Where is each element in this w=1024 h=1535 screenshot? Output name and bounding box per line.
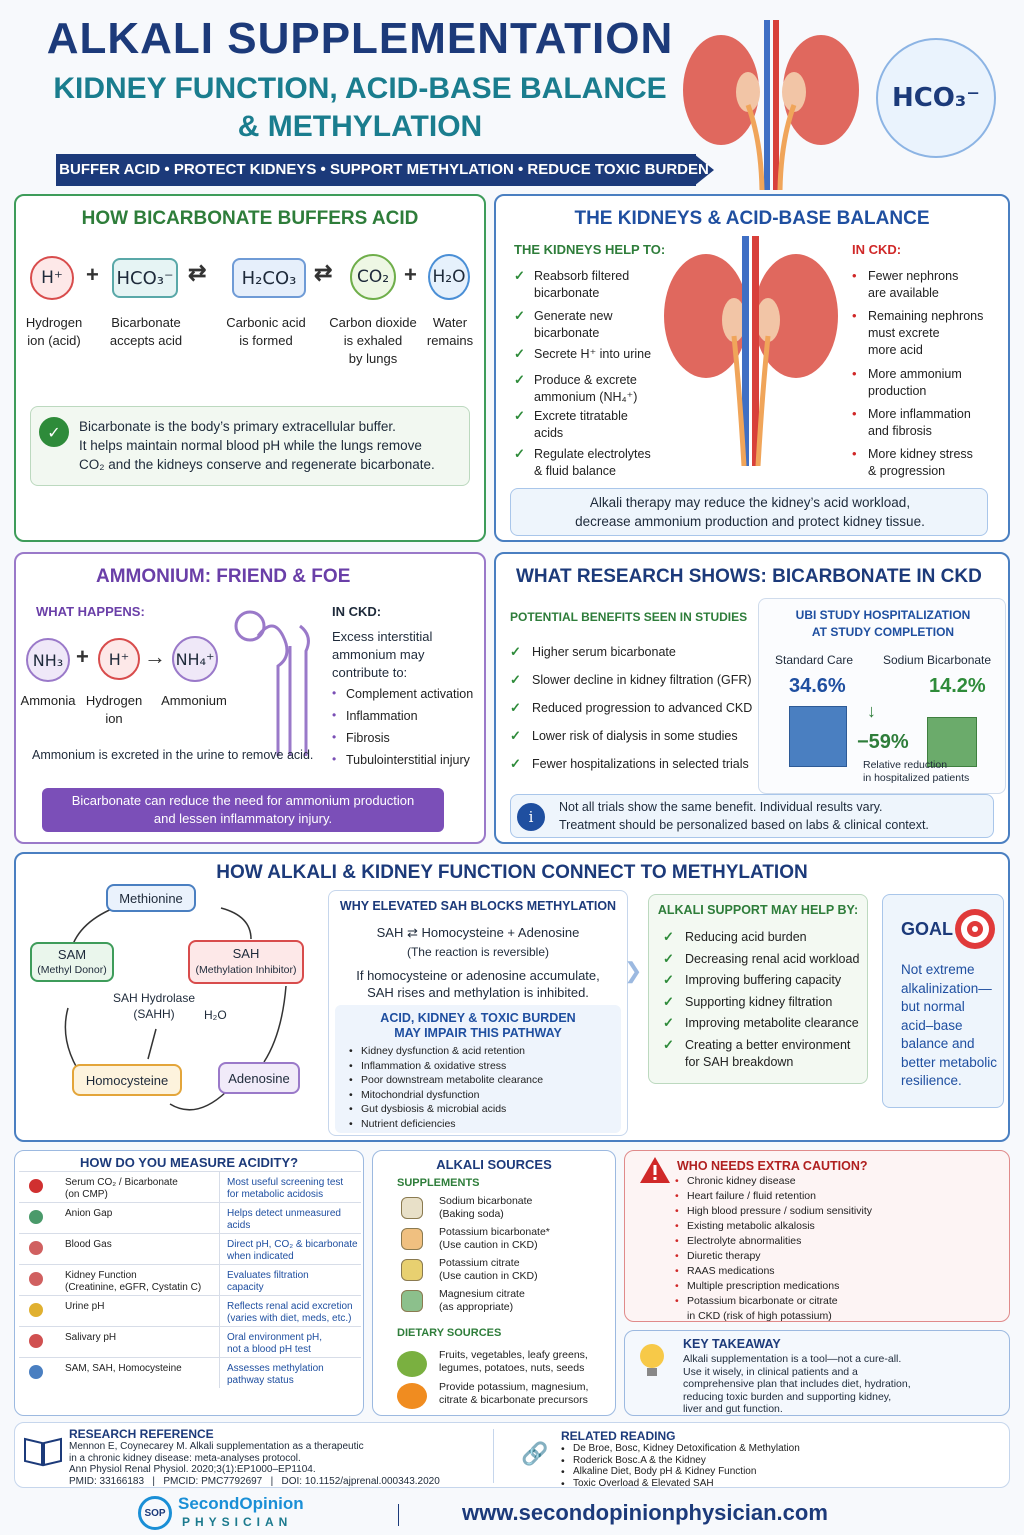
bullet-icon: •	[675, 1190, 679, 1202]
caution-item: Potassium bicarbonate or citrate	[687, 1295, 838, 1307]
chem-h-plus: H⁺	[98, 638, 140, 680]
logo-top: SecondOpinion	[178, 1494, 304, 1513]
buffer-note-line: It helps maintain normal blood pH while the lungs remove	[79, 438, 422, 453]
equilibrium-icon: ⇄	[188, 260, 207, 285]
kidneys-ckd-title: IN CKD:	[852, 242, 902, 257]
divider	[493, 1429, 494, 1483]
kidneys-icon	[676, 10, 866, 190]
kidneys-ckd-item: More kidney stress & progression	[868, 447, 973, 478]
ammonium-ckd-item: Fibrosis	[346, 731, 390, 745]
methylation-title: HOW ALKALI & KIDNEY FUNCTION CONNECT TO METHYLATION	[216, 862, 808, 883]
chem-nh4: NH₄⁺	[172, 636, 218, 682]
takeaway-panel	[624, 1330, 1010, 1416]
ammonium-title: AMMONIUM: FRIEND & FOE	[96, 566, 351, 587]
benefit-item: Reduced progression to advanced CKD	[532, 701, 753, 715]
warning-icon	[639, 1155, 671, 1185]
kidneys-ckd-item: More ammonium production	[868, 367, 962, 398]
related-item: Toxic Overload & Elevated SAH	[573, 1477, 714, 1489]
impair-item: Inflammation & oxidative stress	[361, 1059, 507, 1072]
check-icon: ✓	[510, 700, 521, 715]
reaction-note: (The reaction is reversible)	[406, 945, 550, 959]
bullet-icon: •	[349, 1088, 353, 1101]
measure-test: Serum CO₂ / Bicarbonate (on CMP)	[65, 1177, 178, 1200]
caution-item: High blood pressure / sodium sensitivity	[687, 1205, 873, 1217]
research-note-line: Treatment should be personalized based on labs & clinical context.	[559, 818, 929, 832]
alkali-help-item: Improving metabolite clearance	[685, 1016, 859, 1030]
kidneys-help-item: Reabsorb filtered bicarbonate	[534, 269, 630, 300]
logo-bottom: PHYSICIAN	[182, 1515, 293, 1529]
benefit-item: Higher serum bicarbonate	[532, 645, 676, 659]
ammonium-ckd-item: Inflammation	[346, 709, 418, 723]
kidneys-help-item: Generate new bicarbonate	[534, 309, 613, 340]
kidneys-note-line: Alkali therapy may reduce the kidney’s acid workload,	[589, 495, 911, 510]
cycle-sam-label: SAM	[57, 947, 87, 962]
check-icon: ✓	[663, 1015, 674, 1030]
caution-item: Electrolyte abnormalities	[687, 1235, 802, 1247]
bullet-icon: •	[675, 1220, 679, 1232]
why-sah-title: WHY ELEVATED SAH BLOCKS METHYLATION	[339, 899, 617, 913]
impair-box	[335, 1005, 621, 1133]
check-icon: ✓	[663, 1036, 674, 1052]
kidneys-ckd-item: More inflammation and fibrosis	[868, 407, 971, 438]
bullet-icon: •	[349, 1074, 353, 1086]
caption-ammonia: Ammonia	[20, 693, 76, 708]
mouth-icon	[29, 1334, 43, 1348]
bullet-icon: •	[349, 1103, 353, 1115]
benefit-item: Fewer hospitalizations in selected trials	[532, 757, 749, 771]
kidneys-help-title: THE KIDNEYS HELP TO:	[514, 242, 666, 257]
lungs-icon	[29, 1241, 43, 1255]
related-title: RELATED READING	[561, 1429, 676, 1443]
related-item: De Broe, Bosc, Kidney Detoxification & Methylation	[573, 1443, 800, 1454]
measure-test: Salivary pH	[65, 1332, 117, 1343]
bullet-icon: •	[561, 1477, 565, 1490]
check-icon: ✓	[514, 346, 525, 361]
kidneys-diagram-icon	[656, 236, 846, 466]
chevron-right-icon: ❯	[624, 958, 643, 983]
chart-category: Sodium Bicarbonate	[883, 653, 992, 667]
why-sah-text: If homocysteine or adenosine accumulate, SAH rises and methylation is inhibited.	[356, 968, 600, 1000]
cycle-adenosine: Adenosine	[218, 1062, 300, 1094]
baking-soda-icon	[401, 1197, 423, 1219]
chart-annotation-note: Relative reduction in hospitalized patients	[863, 759, 970, 784]
logo-badge: SOP	[138, 1496, 172, 1530]
cycle-sah-sub: (Methylation Inhibitor)	[195, 964, 297, 976]
kidneys-help-item: Excrete titratable acids	[534, 409, 628, 440]
alkali-help-item: Creating a better environment for SAH breakdown	[685, 1037, 851, 1069]
bullet-icon: •	[852, 308, 857, 323]
molecule-icon	[29, 1365, 43, 1379]
bullet-icon: •	[675, 1175, 679, 1187]
buffer-note	[30, 406, 470, 486]
measure-use: Assesses methylation pathway status	[227, 1363, 324, 1386]
caption-co2: Carbon dioxide is exhaled by lungs	[329, 315, 417, 366]
impair-title: ACID, KIDNEY & TOXIC BURDEN MAY IMPAIR THIS PATHWAY	[380, 1011, 576, 1040]
reference-panel	[14, 1422, 1010, 1488]
chart-title: UBI STUDY HOSPITALIZATION AT STUDY COMPLETION	[795, 608, 971, 639]
research-note	[510, 794, 994, 838]
research-panel	[494, 552, 1010, 844]
arrow-down-icon: ↓	[867, 701, 876, 721]
kidneys-panel	[494, 194, 1010, 542]
supplement-item: Potassium citrate (Use caution in CKD)	[439, 1257, 538, 1282]
bullet-icon: •	[561, 1454, 565, 1467]
nephron-icon	[228, 606, 318, 766]
supplement-item: Magnesium citrate (as appropriate)	[439, 1288, 525, 1313]
research-note-line: Not all trials show the same benefit. Individual results vary.	[559, 800, 883, 814]
buffer-title: HOW BICARBONATE BUFFERS ACID	[81, 208, 419, 229]
supplement-item: Sodium bicarbonate (Baking soda)	[439, 1195, 533, 1220]
kidneys-ckd-item: Remaining nephrons must excrete more acid	[868, 309, 984, 357]
bullet-icon: •	[561, 1443, 565, 1455]
cycle-sah-label: SAH	[232, 946, 260, 961]
dietary-item: Fruits, vegetables, leafy greens, legumes, potatoes, nuts, seeds	[439, 1349, 588, 1374]
takeaway-text: Alkali supplementation is a tool—not a cure-all. Use it wisely, in clinical patients and a comprehensive plan that includes diet, hydration, reducing toxic burden and supporting kidney, liver and gut function.	[683, 1353, 911, 1415]
kidneys-note-line: decrease ammonium production and protect kidney tissue.	[575, 514, 925, 529]
sources-panel	[372, 1150, 616, 1416]
urine-cup-icon	[29, 1303, 43, 1317]
chart-bar-standard-care	[789, 706, 847, 767]
chem-h2co3: H₂CO₃	[232, 258, 306, 298]
bullet-icon: •	[561, 1466, 565, 1478]
cycle-h2o: H₂O	[204, 1008, 227, 1022]
supplement-bottle-icon	[401, 1290, 423, 1312]
banner-text: BUFFER ACID • PROTECT KIDNEYS • SUPPORT METHYLATION • REDUCE TOXIC BURDEN	[59, 161, 709, 178]
check-icon: ✓	[514, 308, 525, 323]
check-icon: ✓	[510, 644, 521, 659]
hco3-badge: HCO₃⁻	[876, 38, 996, 158]
chem-h-plus: H⁺	[30, 256, 74, 300]
excreted-text: Ammonium is excreted in the urine to remove acid.	[32, 748, 314, 762]
impair-item: Poor downstream metabolite clearance	[361, 1074, 544, 1086]
measure-test: Kidney Function (Creatinine, eGFR, Cystatin C)	[65, 1270, 202, 1293]
what-happens-title: WHAT HAPPENS:	[36, 604, 145, 619]
caption-water: Water remains	[426, 315, 474, 348]
measure-use: Helps detect unmeasured acids	[227, 1208, 341, 1231]
blood-drop-icon	[29, 1179, 43, 1193]
impair-item: Nutrient deficiencies	[361, 1117, 456, 1130]
buffer-note-line: CO₂ and the kidneys conserve and regenerate bicarbonate.	[79, 457, 435, 472]
bullet-icon: •	[852, 446, 857, 461]
benefit-item: Lower risk of dialysis in some studies	[532, 729, 738, 743]
caution-title: WHO NEEDS EXTRA CAUTION?	[677, 1159, 868, 1173]
check-icon: ✓	[510, 756, 521, 771]
book-icon	[23, 1435, 63, 1467]
caution-item: Chronic kidney disease	[687, 1175, 796, 1187]
bullet-icon: •	[332, 686, 337, 700]
cycle-sam	[30, 942, 114, 982]
methylation-panel	[14, 852, 1010, 1142]
bullet-icon: •	[852, 366, 857, 381]
supplement-bottle-icon	[401, 1228, 423, 1250]
alkali-help-item: Decreasing renal acid workload	[685, 951, 860, 966]
goal-box	[882, 894, 1004, 1108]
bullet-icon: •	[332, 708, 337, 722]
check-icon: ✓	[663, 950, 674, 966]
buffer-panel	[14, 194, 486, 542]
bullet-icon: •	[349, 1045, 353, 1057]
hospitalization-chart	[758, 598, 1006, 794]
supplement-bottle-icon	[401, 1259, 423, 1281]
vegetables-icon	[397, 1351, 427, 1377]
check-icon: ✓	[510, 672, 521, 687]
sah-reaction: SAH ⇄ Homocysteine + Adenosine	[376, 925, 580, 940]
measure-use: Direct pH, CO₂ & bicarbonate when indicated	[227, 1239, 358, 1262]
measure-use: Evaluates filtration capacity	[227, 1270, 309, 1293]
bullet-icon: •	[332, 730, 337, 744]
related-item: Roderick Bosc.A & the Kidney	[573, 1454, 706, 1466]
ammonium-ckd-text: Excess interstitial ammonium may contribute to:	[332, 629, 433, 680]
kidneys-help-item: Produce & excrete ammonium (NH₄⁺)	[534, 373, 638, 404]
caution-item: in CKD (risk of high potassium)	[687, 1310, 832, 1322]
kidney-icon	[29, 1272, 43, 1286]
alkali-help-item: Reducing acid burden	[685, 930, 807, 944]
caution-item: Multiple prescription medications	[687, 1280, 840, 1292]
kidneys-title: THE KIDNEYS & ACID-BASE BALANCE	[574, 208, 930, 229]
page-subtitle-2: & METHYLATION	[237, 110, 483, 143]
plus-icon: +	[86, 262, 99, 287]
sources-title: ALKALI SOURCES	[436, 1157, 552, 1172]
ammonium-ckd-item: Complement activation	[346, 687, 474, 701]
goal-title: GOAL	[901, 919, 953, 939]
cycle-methionine: Methionine	[106, 884, 196, 912]
benefit-item: Slower decline in kidney filtration (GFR)	[532, 673, 752, 687]
alkali-help-title: ALKALI SUPPORT MAY HELP BY:	[657, 903, 859, 917]
measure-title: HOW DO YOU MEASURE ACIDITY?	[79, 1155, 299, 1170]
fruit-icon	[397, 1383, 427, 1409]
ammonium-ckd-item: Tubulointerstitial injury	[346, 753, 470, 767]
alkali-help-item: Supporting kidney filtration	[685, 994, 833, 1009]
bullet-icon: •	[852, 268, 857, 283]
measure-panel	[14, 1150, 364, 1416]
kidneys-help-item: Secrete H⁺ into urine	[534, 347, 652, 361]
chart-value-label: 34.6%	[789, 675, 846, 697]
ammonium-ckd-title: IN CKD:	[332, 604, 382, 619]
supplement-item: Potassium bicarbonate* (Use caution in CKD)	[439, 1226, 550, 1251]
check-icon: ✓	[514, 446, 525, 461]
info-icon: i	[517, 803, 545, 831]
chem-co2: CO₂	[350, 254, 396, 300]
page-subtitle: KIDNEY FUNCTION, ACID-BASE BALANCE	[53, 72, 667, 105]
chem-hco3: HCO₃⁻	[112, 258, 178, 298]
impair-item: Gut dysbiosis & microbial acids	[361, 1103, 507, 1115]
dietary-item: Provide potassium, magnesium, citrate & bicarbonate precursors	[439, 1381, 589, 1406]
page-title: ALKALI SUPPLEMENTATION	[46, 14, 674, 63]
plus-icon: +	[76, 644, 89, 669]
dietary-title: DIETARY SOURCES	[397, 1327, 502, 1339]
bullet-icon: •	[675, 1280, 679, 1292]
buffer-note-line: Bicarbonate is the body’s primary extracellular buffer.	[79, 419, 396, 434]
target-icon	[953, 907, 997, 951]
impair-item: Kidney dysfunction & acid retention	[361, 1045, 526, 1057]
supplements-title: SUPPLEMENTS	[397, 1177, 480, 1189]
bullet-icon: •	[675, 1295, 679, 1307]
chart-value-label: 14.2%	[929, 675, 986, 697]
caption-bicarbonate: Bicarbonate accepts acid	[109, 315, 183, 348]
arrow-right-icon: →	[144, 644, 166, 669]
divider	[398, 1504, 399, 1526]
alkali-help-box	[648, 894, 868, 1084]
check-icon: ✓	[514, 408, 525, 423]
kidneys-note	[510, 488, 988, 536]
check-icon: ✓	[510, 728, 521, 743]
impair-item: Mitochondrial dysfunction	[361, 1088, 480, 1101]
alkali-help-item: Improving buffering capacity	[685, 973, 842, 987]
measure-test: Urine pH	[65, 1301, 105, 1312]
check-icon: ✓	[514, 268, 525, 283]
why-sah-box	[328, 890, 628, 1136]
cycle-hydrolase: SAH Hydrolase (SAHH)	[112, 991, 196, 1021]
ammonium-note	[42, 788, 444, 832]
caption-carbonic: Carbonic acid is formed	[226, 315, 306, 348]
caution-item: RAAS medications	[687, 1265, 775, 1277]
chem-nh3: NH₃	[26, 638, 70, 682]
cycle-sah	[188, 940, 304, 984]
table-divider	[219, 1171, 220, 1388]
link-icon: 🔗	[521, 1441, 549, 1466]
plus-icon: +	[404, 262, 417, 287]
check-icon: ✓	[663, 929, 674, 944]
lightbulb-icon	[635, 1341, 669, 1381]
bullet-icon: •	[675, 1235, 679, 1247]
benefits-title: POTENTIAL BENEFITS SEEN IN STUDIES	[510, 610, 748, 624]
measure-test: Anion Gap	[65, 1208, 113, 1219]
ammonium-note-line: and lessen inflammatory injury.	[153, 811, 333, 826]
reference-text: Mennon E, Coynecarey M. Alkali supplementation as a therapeutic in a chronic kidney disease: meta-analyses protocol. Ann Physiol Renal Physiol. 2020;3(1):EP1000–EP1104. PMID: 33166183 | PMCID: PMC7792697 | DOI: 10.1152/ajprenal.000343.2020	[69, 1441, 440, 1487]
flask-icon	[29, 1210, 43, 1224]
caution-item: Diuretic therapy	[687, 1250, 761, 1262]
bullet-icon: •	[349, 1117, 353, 1130]
bullet-icon: •	[332, 752, 337, 766]
takeaway-title: KEY TAKEAWAY	[683, 1337, 781, 1351]
caution-item: Existing metabolic alkalosis	[687, 1220, 815, 1232]
measure-use: Oral environment pH, not a blood pH test	[227, 1332, 323, 1355]
check-icon: ✓	[663, 972, 674, 987]
check-circle-icon: ✓	[39, 417, 69, 447]
caution-item: Heart failure / fluid retention	[687, 1190, 816, 1202]
bullet-icon: •	[675, 1265, 679, 1277]
reference-title: RESEARCH REFERENCE	[69, 1427, 214, 1441]
bullet-icon: •	[852, 406, 857, 421]
check-icon: ✓	[514, 372, 525, 387]
check-icon: ✓	[663, 993, 674, 1009]
measure-use: Most useful screening test for metabolic acidosis	[227, 1177, 344, 1200]
bullet-icon: •	[675, 1205, 679, 1217]
chart-category: Standard Care	[775, 653, 854, 667]
caption-ammonium: Ammonium	[161, 693, 227, 708]
measure-test: SAM, SAH, Homocysteine	[65, 1363, 182, 1374]
kidneys-help-item: Regulate electrolytes & fluid balance	[534, 447, 651, 478]
measure-use: Reflects renal acid excretion (varies with diet, meds, etc.)	[227, 1301, 353, 1324]
caption-hydrogen: Hydrogen ion (acid)	[25, 315, 83, 348]
ammonium-note-line: Bicarbonate can reduce the need for ammonium production	[71, 793, 415, 808]
caption-hydrogen: Hydrogen ion	[85, 693, 143, 726]
caution-panel	[624, 1150, 1010, 1322]
bullet-icon: •	[675, 1250, 679, 1262]
bullet-icon: •	[349, 1059, 353, 1072]
research-title: WHAT RESEARCH SHOWS: BICARBONATE IN CKD	[516, 566, 982, 587]
cycle-homocysteine: Homocysteine	[72, 1064, 182, 1096]
kidneys-ckd-item: Fewer nephrons are available	[868, 269, 959, 300]
cycle-sam-sub: (Methyl Donor)	[37, 964, 107, 976]
measure-test: Blood Gas	[65, 1239, 112, 1250]
equilibrium-icon: ⇄	[314, 260, 333, 285]
chem-h2o: H₂O	[428, 254, 470, 300]
goal-text: Not extreme alkalinization— but normal acid–base balance and better metabolic resilience.	[901, 962, 998, 1088]
chart-annotation: −59%	[857, 731, 909, 753]
footer-url-link[interactable]: www.secondopinionphysician.com	[462, 1500, 828, 1525]
ammonium-panel	[14, 552, 486, 844]
related-item: Alkaline Diet, Body pH & Kidney Function	[573, 1466, 757, 1477]
